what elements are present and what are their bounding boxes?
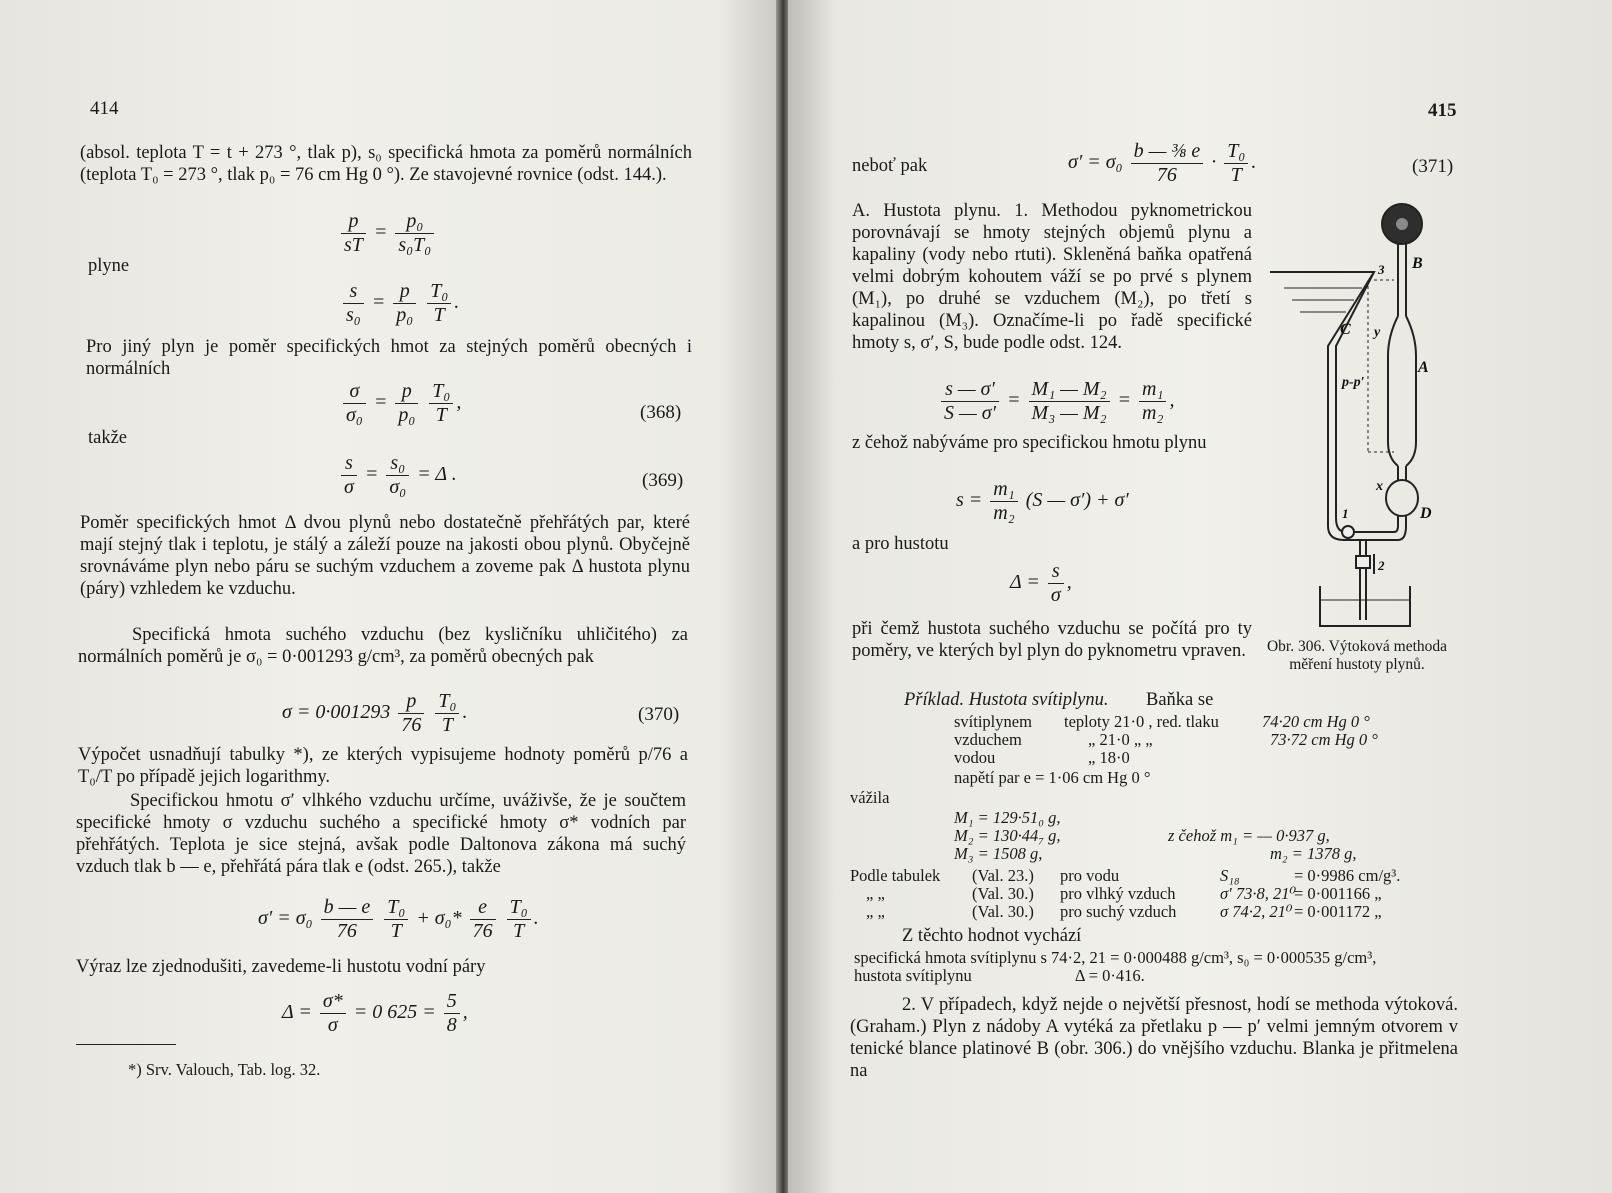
example-row-val: 74·20 cm Hg 0 °	[1262, 712, 1370, 731]
page-number-right: 415	[1428, 100, 1457, 121]
equation: σ′ = σ₀ $\frac{b — e}{76}$ $\frac{\text{T₀}}{T}$ + σ₀* $\frac{e}{76}$ $\frac{\text{T₀}}{T}$ .	[258, 896, 539, 942]
figure-label-p-p: p-p′	[1342, 375, 1365, 390]
equation: $\frac{s — \sigma'}{S — \sigma'}$ = $\frac{\text{M₁ — M₂}}{\text{M₃ — M₂}}$ = $\frac{\text{m₁}}{\text{m₂}}$ ,	[938, 378, 1174, 425]
table-cell: pro suchý vzduch	[1060, 902, 1177, 921]
equation-368: $\frac{\sigma}{\text{σ₀}}$ = $\frac{p}{\text{p₀}}$ $\frac{\text{T₀}}{T}$ ,	[340, 380, 461, 427]
label-takze: takže	[88, 428, 128, 448]
table-cell: (Val. 30.)	[972, 884, 1034, 903]
table-cell: σ′ 73·8, 21⁰	[1220, 884, 1297, 903]
table-cell: S₁₈	[1220, 866, 1240, 885]
figure-label-A: A	[1418, 359, 1429, 376]
left-page	[0, 0, 780, 1193]
equation-371: σ′ = σ₀ $\frac{\text{b — ⅜ e}}{76}$ · $\frac{\text{T₀}}{T}$ .	[1068, 140, 1257, 186]
table-cell: „ „	[866, 902, 885, 921]
right-page	[788, 0, 1612, 1193]
page-number-left: 414	[90, 98, 119, 119]
equation-number: (368)	[640, 402, 682, 423]
equation-number: (371)	[1412, 156, 1454, 177]
figure-label-C: C	[1340, 321, 1351, 338]
example-result-intro: Z těchto hodnot vychází	[902, 926, 1082, 946]
table-cell: (Val. 23.)	[972, 866, 1034, 885]
example-result: hustota svítiplynu Δ = 0·416.	[854, 966, 1145, 985]
example-mass-diff: z čehož m₁ = — 0·937 g,	[1168, 826, 1330, 845]
apparatus-diagram	[1264, 196, 1464, 632]
paragraph: při čemž hustota suchého vzduchu se počítá pro ty poměry, ve kterých byl plyn do pyknometru vpraven.	[852, 619, 1252, 661]
paragraph: z čehož nabýváme pro specifickou hmotu plynu	[852, 433, 1207, 453]
figure-label-x: x	[1376, 479, 1383, 494]
example-row-label: svítiplynem	[954, 712, 1032, 731]
paragraph: Výpočet usnadňují tabulky *), ze kterých vypisujeme hodnoty poměrů p/76 a T₀/T po případě jejich logarithmy.	[78, 745, 688, 787]
equation-370: σ = 0·001293 $\frac{p}{76}$ $\frac{\text{T₀}}{T}$ .	[282, 690, 468, 736]
paragraph: Poměr specifických hmot Δ dvou plynů nebo dostatečně přehřátých par, které mají stejný tlak i teplotu, je stálý a záleží pouze na jakosti obou plynů. Obyčejně srovnáváme plyn nebo páru se suchým vzduchem a zoveme pak Δ hustota plynu (páry) vzhledem ke vzduchu.	[80, 513, 690, 599]
table-cell: pro vodu	[1060, 866, 1120, 885]
figure-label-B: B	[1412, 255, 1423, 272]
example-title-tail: Baňka se	[1146, 690, 1214, 710]
table-cell: „ „	[866, 884, 885, 903]
example-row-val: 73·72 cm Hg 0 °	[1270, 730, 1378, 749]
label-nebot: neboť pak	[852, 156, 928, 176]
figure-label-1: 1	[1342, 506, 1349, 521]
example-row-mid: „ 21·0 „ „	[1088, 730, 1153, 749]
equation: $\frac{s}{\text{s₀}}$ = $\frac{p}{\text{p₀}}$ $\frac{\text{T₀}}{T}$ .	[340, 280, 459, 327]
example-mass: M₂ = 130·44₇ g,	[954, 826, 1061, 845]
footnote: *) Srv. Valouch, Tab. log. 32.	[128, 1060, 321, 1079]
paragraph: (absol. teplota T = t + 273 °, tlak p), s₀ specifická hmota za poměrů normálních (teplota T₀ = 273 °, tlak p₀ = 76 cm Hg 0 °). Ze stavojevné rovnice (odst. 144.).	[80, 143, 692, 185]
example-row-label: vodou	[954, 748, 996, 767]
example-mass: M₃ = 1508 g,	[954, 844, 1043, 863]
footnote-rule	[76, 1044, 176, 1045]
table-cell: = 0·001166 „	[1294, 884, 1382, 903]
equation: $\frac{p}{sT}$ = $\frac{\text{p₀}}{\text{s₀T₀}}$	[338, 210, 437, 257]
example-vapor-pressure: napětí par e = 1·06 cm Hg 0 °	[954, 768, 1151, 787]
paragraph: A. Hustota plynu. 1. Methodou pyknometrickou porovnávají se hmoty stejných objemů plynu a kapaliny (vody nebo rtuti). Skleněná baňka opatřená velmi dobrým kohoutem váží se po prvé s plynem (M₁), po druhé se vzduchem (M₂), po třetí s kapalinou (M₃). Označíme-li po řadě specifické hmoty s, σ′, S, bude podle odst. 124.	[852, 201, 1252, 353]
example-mass: M₁ = 129·51₀ g,	[954, 808, 1061, 827]
paragraph: Specifická hmota suchého vzduchu (bez kysličníku uhličitého) za normálních poměrů je σ₀ = 0·001293 g/cm³, za poměrů obecných pak	[78, 625, 688, 667]
figure-label-2: 2	[1378, 558, 1385, 573]
label-a-pro-hustotu: a pro hustotu	[852, 534, 949, 554]
apparatus-figure	[1264, 196, 1464, 632]
table-cell: (Val. 30.)	[972, 902, 1034, 921]
paragraph: 2. V případech, když nejde o největší přesnost, hodí se methoda výtoková. (Graham.) Plyn z nádoby A vytéká za přetlaku p — p′ velmi jemným otvorem v tenické blance platinové B (obr. 306.) do vnějšího vzduchu. Blanka je přitmelena na	[850, 995, 1458, 1081]
equation: s = $\frac{\text{m₁}}{\text{m₂}}$ (S — σ′) + σ′	[956, 478, 1129, 524]
example-title: Příklad. Hustota svítiplynu.	[904, 690, 1109, 710]
paragraph: Výraz lze zjednodušiti, zavedeme-li hustotu vodní páry	[76, 957, 486, 977]
equation: Δ = $\frac{s}{\sigma}$ ,	[1010, 560, 1072, 606]
figure-label-D: D	[1420, 505, 1432, 522]
table-cell: = 0·001172 „	[1294, 902, 1382, 921]
table-cell: Podle tabulek	[850, 866, 941, 885]
paragraph: Specifickou hmotu σ′ vlhkého vzduchu určíme, uváživše, že je součtem specifické hmoty σ vzduchu suchého a specifické hmoty σ* vodních par přehřátých. Teplota je sice stejná, avšak podle Daltonova zákona má suchý vzduch tlak b — e, přehřátá pára tlak e (odst. 265.), takže	[76, 791, 686, 877]
equation-number: (370)	[638, 704, 680, 725]
example-row-mid: „ 18·0	[1088, 748, 1130, 767]
figure-caption: Obr. 306. Výtoková methoda měření hustoty plynů.	[1266, 638, 1448, 673]
label-plyne: plyne	[88, 256, 130, 276]
figure-label-3: 3	[1378, 262, 1385, 277]
equation-369: $\frac{s}{\sigma}$ = $\frac{\text{s₀}}{\text{σ₀}}$ = Δ .	[338, 452, 457, 499]
table-cell: = 0·9986 cm/g³.	[1294, 866, 1401, 885]
example-row-mid: teploty 21·0 , red. tlaku	[1064, 712, 1219, 731]
example-row-label: vzduchem	[954, 730, 1022, 749]
equation-number: (369)	[642, 470, 684, 491]
example-vazila: vážila	[850, 788, 890, 807]
figure-label-y: y	[1374, 325, 1381, 340]
example-mass-diff: m₂ = 1378 g,	[1270, 844, 1357, 863]
table-cell: σ 74·2, 21⁰	[1220, 902, 1293, 921]
paragraph: Pro jiný plyn je poměr specifických hmot za stejných poměrů obecných i normálních	[86, 337, 692, 379]
equation: Δ = $\frac{\sigma*}{\sigma}$ = 0 625 = $\frac{5}{8}$ ,	[282, 990, 468, 1036]
table-cell: pro vlhký vzduch	[1060, 884, 1176, 903]
example-result: specifická hmota svítiplynu s 74·2, 21 = 0·000488 g/cm³, s₀ = 0·000535 g/cm³,	[854, 948, 1377, 967]
